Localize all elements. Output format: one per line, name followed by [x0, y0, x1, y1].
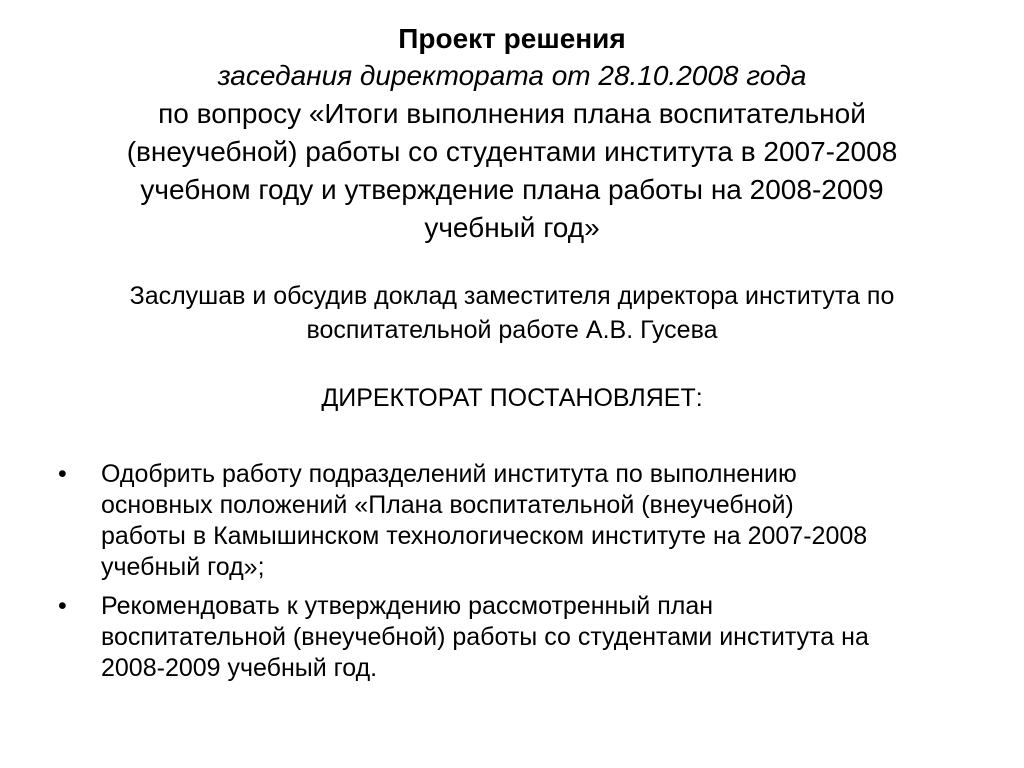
list-item-line: Рекомендовать к утверждению рассмотренный план [101, 592, 714, 620]
heading-line: по вопросу «Итоги выполнения плана воспитательной [158, 98, 866, 129]
heading-line: учебный год» [424, 212, 600, 243]
intro-line: Заслушав и обсудив доклад заместителя директора института по [129, 282, 895, 310]
bullet-icon: • [58, 592, 67, 620]
document-title: Проект решения [398, 23, 626, 54]
list-item [56, 591, 996, 684]
bullet-icon: • [58, 460, 67, 488]
heading-line: (внеучебной) работы со студентами института в 2007-2008 [126, 136, 898, 167]
heading-line: заседания директората от 28.10.2008 года [217, 60, 807, 91]
list-item-line: работы в Камышинском технологическом институте на 2007-2008 [101, 522, 868, 550]
intro-line: воспитательной работе А.В. Гусева [306, 316, 718, 344]
list-item-line: основных положений «Плана воспитательной (внеучебной) [101, 491, 794, 519]
list-item [56, 459, 996, 583]
list-item-line: 2008-2009 учебный год. [101, 654, 378, 682]
intro-paragraph [60, 279, 964, 347]
resolution-heading: ДИРЕКТОРАТ ПОСТАНОВЛЯЕТ: [321, 384, 703, 412]
list-item-line: воспитательной (внеучебной) работы со студентами института на [101, 623, 869, 651]
resolution-list [56, 459, 996, 692]
heading-line: учебном году и утверждение плана работы на 2008-2009 [140, 174, 884, 205]
list-item-line: учебный год»; [101, 553, 265, 581]
list-item-line: Одобрить работу подразделений института по выполнению [101, 460, 797, 488]
meeting-heading [60, 57, 964, 247]
